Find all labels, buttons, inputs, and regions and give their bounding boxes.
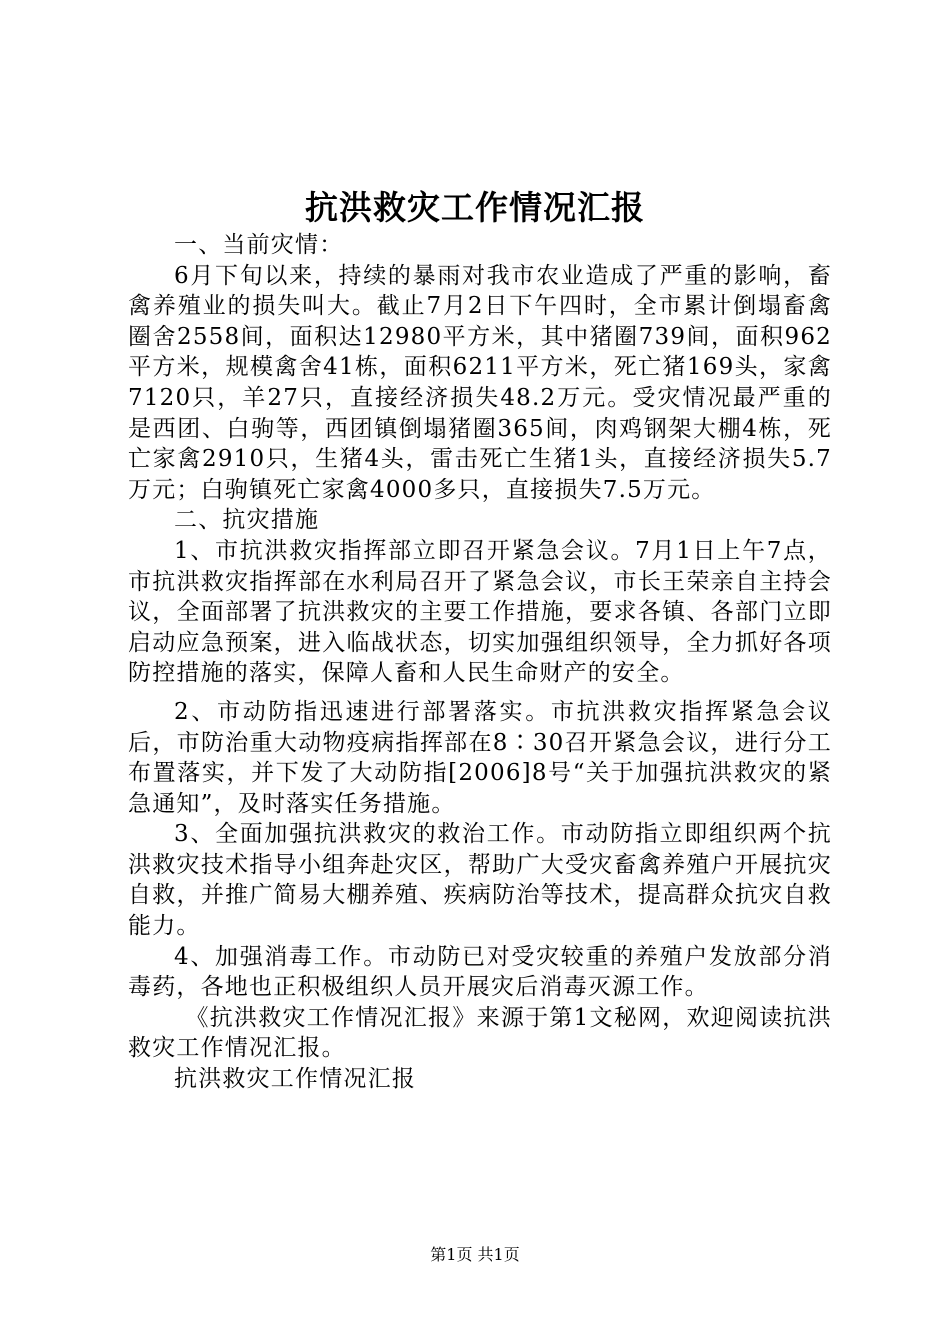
document-title: 抗洪救灾工作情况汇报 [305,188,645,227]
page-footer: 第1页 共1页 [430,1245,520,1264]
paragraph-measure-1: 1、市抗洪救灾指挥部立即召开紧急会议。7月1日上午7点，市抗洪救灾指挥部在水利局召开了紧急会议，市长王荣亲自主持会议，全面部署了抗洪救灾的主要工作措施，要求各镇、各部门立即启动应急预案，进入临战状态，切实加强组织领导，全力抓好各项防控措施的落实，保障人畜和人民生命财产的安全。 [128,537,832,687]
document-body [128,230,832,1095]
paragraph-source-note: 《抗洪救灾工作情况汇报》来源于第1文秘网，欢迎阅读抗洪救灾工作情况汇报。 [128,1004,832,1062]
paragraph-measure-2: 2、市动防指迅速进行部署落实。市抗洪救灾指挥紧急会议后，市防治重大动物疫病指挥部在8∶30召开紧急会议，进行分工布置落实，并下发了大动防指[2006]8号“关于加强抗洪救灾的紧急通知”，及时落实任务措施。 [128,698,832,817]
paragraph-measure-4: 4、加强消毒工作。市动防已对受灾较重的养殖户发放部分消毒药，各地也正积极组织人员开展灾后消毒灭源工作。 [128,943,832,1001]
paragraph-measure-3: 3、全面加强抗洪救灾的救治工作。市动防指立即组织两个抗洪救灾技术指导小组奔赴灾区，帮助广大受灾畜禽养殖户开展抗灾自救，并推广简易大棚养殖、疾病防治等技术，提高群众抗灾自救能力。 [128,821,832,940]
paragraph-disaster-details: 6月下旬以来，持续的暴雨对我市农业造成了严重的影响，畜禽养殖业的损失叫大。截止7月2日下午四时，全市累计倒塌畜禽圈舍2558间，面积达12980平方米，其中猪圈739间，面积962平方米，规模禽舍41栋，面积6211平方米，死亡猪169头，家禽7120只，羊27只，直接经济损失48.2万元。受灾情况最严重的是西团、白驹等，西团镇倒塌猪圈365间，肉鸡钢架大棚4栋，死亡家禽2910只，生猪4头，雷击死亡生猪1头，直接经济损失5.7万元；白驹镇死亡家禽4000多只，直接损失7.5万元。 [128,262,832,503]
section-heading-current-disaster: 一、当前灾情： [174,232,344,258]
section-heading-measures: 二、抗灾措施 [174,507,320,534]
paragraph-closing-title: 抗洪救灾工作情况汇报 [174,1066,416,1093]
